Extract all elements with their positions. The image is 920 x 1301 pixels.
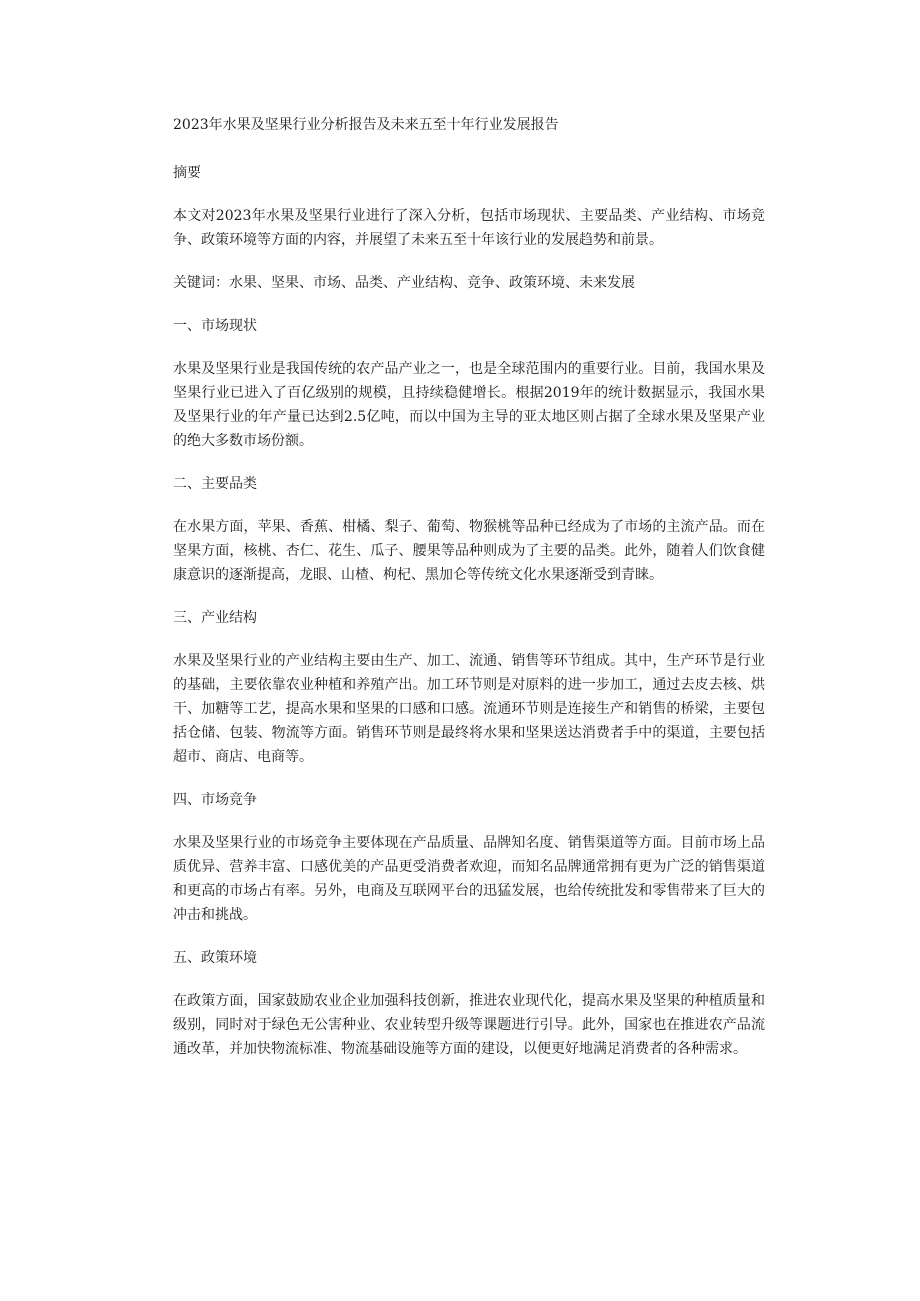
document-title: 2023年水果及坚果行业分析报告及未来五至十年行业发展报告: [173, 117, 559, 133]
section-body-industry-structure: 水果及坚果行业的产业结构主要由生产、加工、流通、销售等环节组成。其中，生产环节是行业的基础，主要依靠农业种植和养殖产出。加工环节则是对原料的进一步加工，通过去皮去核、烘干、加糖等工艺，提高水果和坚果的口感和口感。流通环节则是连接生产和销售的桥梁，主要包括仓储、包装、物流等方面。销售环节则是最终将水果和坚果送达消费者手中的渠道，主要包括超市、商店、电商等。: [173, 653, 765, 765]
keywords-line: 关键词：水果、坚果、市场、品类、产业结构、竞争、政策环境、未来发展: [173, 275, 635, 291]
section-heading-market-status: 一、市场现状: [173, 318, 257, 334]
section-heading-market-competition: 四、市场竞争: [173, 792, 257, 808]
abstract-paragraph: 本文对2023年水果及坚果行业进行了深入分析，包括市场现状、主要品类、产业结构、市场竞争、政策环境等方面的内容，并展望了未来五至十年该行业的发展趋势和前景。: [173, 208, 765, 248]
abstract-label: 摘要: [173, 165, 201, 181]
section-body-main-categories: 在水果方面，苹果、香蕉、柑橘、梨子、葡萄、物猴桃等品种已经成为了市场的主流产品。而在坚果方面，核桃、杏仁、花生、瓜子、腰果等品种则成为了主要的品类。此外，随着人们饮食健康意识的逐渐提高，龙眼、山楂、枸杞、黑加仑等传统文化水果逐渐受到青睐。: [173, 519, 765, 583]
section-heading-main-categories: 二、主要品类: [173, 476, 257, 492]
section-body-policy-environment: 在政策方面，国家鼓励农业企业加强科技创新，推进农业现代化，提高水果及坚果的种植质量和级别，同时对于绿色无公害种业、农业转型升级等课题进行引导。此外，国家也在推进农产品流通改革，并加快物流标准、物流基础设施等方面的建设，以便更好地满足消费者的各种需求。: [173, 993, 765, 1057]
section-body-market-status: 水果及坚果行业是我国传统的农产品产业之一，也是全球范围内的重要行业。目前，我国水果及坚果行业已进入了百亿级别的规模，且持续稳健增长。根据2019年的统计数据显示，我国水果及坚果行业的年产量已达到2.5亿吨，而以中国为主导的亚太地区则占据了全球水果及坚果产业的绝大多数市场份额。: [173, 361, 765, 449]
section-heading-policy-environment: 五、政策环境: [173, 950, 257, 966]
section-heading-industry-structure: 三、产业结构: [173, 610, 257, 626]
section-body-market-competition: 水果及坚果行业的市场竞争主要体现在产品质量、品牌知名度、销售渠道等方面。目前市场上品质优异、营养丰富、口感优美的产品更受消费者欢迎，而知名品牌通常拥有更为广泛的销售渠道和更高的市场占有率。另外，电商及互联网平台的迅猛发展，也给传统批发和零售带来了巨大的冲击和挑战。: [173, 835, 765, 923]
document-content: [173, 113, 765, 1080]
